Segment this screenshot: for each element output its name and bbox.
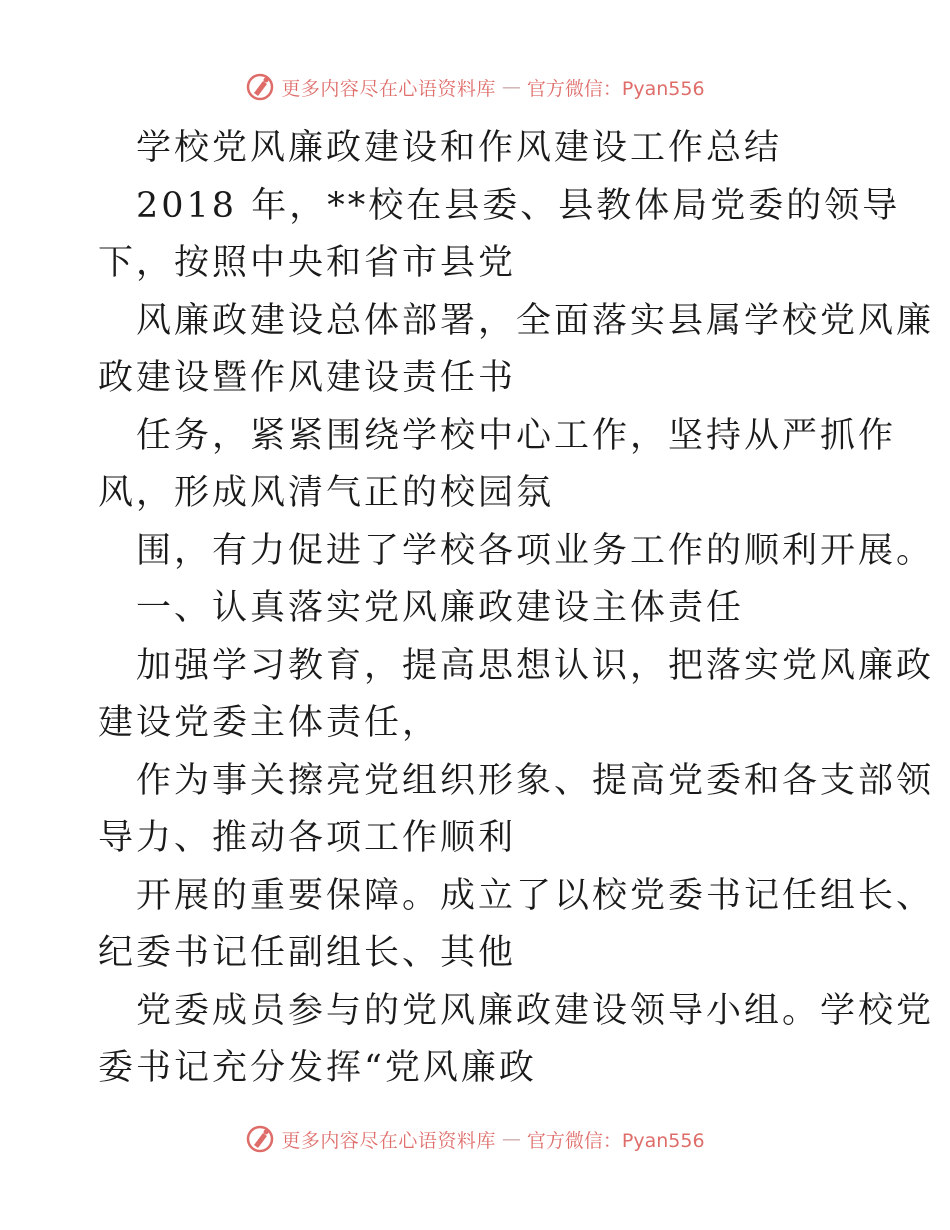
document-title: 学校党风廉政建设和作风建设工作总结 bbox=[136, 128, 783, 168]
text-line: 下，按照中央和省市县党 bbox=[98, 243, 517, 283]
text-line: 风，形成风清气正的校园氛 bbox=[98, 473, 555, 513]
text-line: 任务，紧紧围绕学校中心工作，坚持从严抓作 bbox=[136, 415, 897, 456]
text-line: 政建设暨作风建设责任书 bbox=[98, 358, 517, 398]
ink-pen-logo-icon bbox=[245, 1124, 275, 1154]
text-line: 纪委书记任副组长、其他 bbox=[98, 933, 517, 973]
watermark-footer bbox=[0, 1124, 950, 1154]
text-line: 建设党委主体责任， bbox=[98, 703, 441, 743]
ink-pen-logo-icon bbox=[245, 72, 275, 102]
text-line: 围，有力促进了学校各项业务工作的顺利开展。 bbox=[136, 530, 935, 571]
text-line: 风廉政建设总体部署，全面落实县属学校党风廉 bbox=[136, 300, 935, 341]
watermark-separator: — bbox=[501, 1128, 521, 1150]
document-body bbox=[98, 120, 935, 1098]
watermark-contact: 官方微信：Pyan556 bbox=[526, 77, 705, 100]
text-line: 2018 年，**校在县委、县教体局党委的领导 bbox=[136, 185, 901, 226]
text-line: 导力、推动各项工作顺利 bbox=[98, 818, 517, 858]
text-line: 加强学习教育，提高思想认识，把落实党风廉政 bbox=[136, 645, 935, 686]
watermark-contact: 官方微信：Pyan556 bbox=[526, 1129, 705, 1152]
watermark-header bbox=[0, 72, 950, 102]
text-line: 开展的重要保障。成立了以校党委书记任组长、 bbox=[136, 875, 935, 916]
watermark-separator: — bbox=[501, 76, 521, 98]
text-line: 作为事关擦亮党组织形象、提高党委和各支部领 bbox=[136, 760, 935, 801]
watermark-text: 更多内容尽在心语资料库 bbox=[281, 1129, 496, 1152]
text-line: 党委成员参与的党风廉政建设领导小组。学校党 bbox=[136, 990, 935, 1031]
watermark-text: 更多内容尽在心语资料库 bbox=[281, 77, 496, 100]
section-heading: 一、认真落实党风廉政建设主体责任 bbox=[136, 588, 745, 628]
text-line: 委书记充分发挥“党风廉政 bbox=[98, 1048, 537, 1088]
